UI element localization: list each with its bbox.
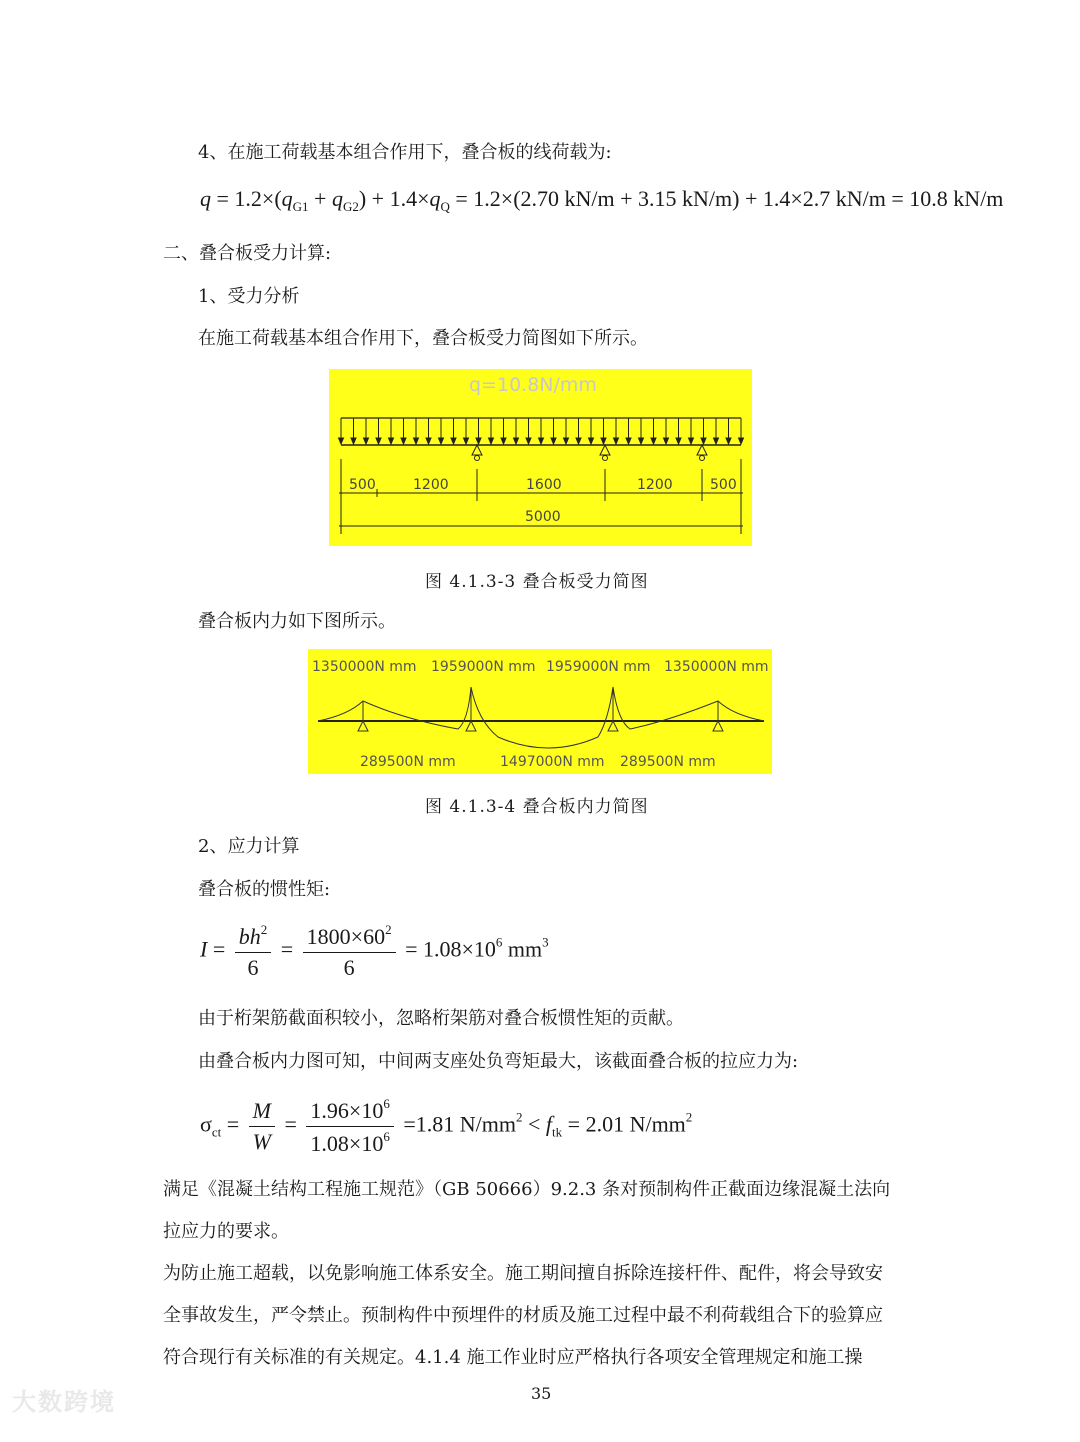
inertia-equation: I = $\frac{bh^2}{6}$ = $\frac{1800\times 60^2}{6}$ = $1.08\times 10^6$ $mm^3$ [200, 922, 549, 980]
load-diagram [329, 369, 752, 546]
inertia-label: 叠合板的惯性矩: [198, 879, 331, 900]
load-arrow-head [601, 438, 606, 444]
load-arrow-head [351, 438, 356, 444]
load-arrow-head [464, 438, 469, 444]
span-label: 500 [710, 477, 737, 493]
load-arrow-head [576, 438, 581, 444]
span-label: 1600 [526, 477, 562, 493]
page-number: 35 [531, 1384, 552, 1403]
note-moment: 由叠合板内力图可知，中间两支座处负弯矩最大，该截面叠合板的拉应力为: [198, 1051, 799, 1072]
conclusion-line-1: 满足《混凝土结构工程施工规范》（GB 50666）9.2.3 条对预制构件正截面边缘混凝土法向 [163, 1179, 891, 1200]
load-equation: $q = 1.2\times(q_{G1} + q_{G2}) + 1.4\times q_Q = 1.2\times(2.70$ kN/m + 3.15 kN/m) + 1.4×2.7 kN/m = 10.8 kN/m [200, 186, 1004, 214]
paragraph-line-1: 为防止施工超载，以免影响施工体系安全。施工期间擅自拆除连接杆件、配件，将会导致安 [163, 1263, 883, 1284]
load-arrow-head [364, 438, 369, 444]
load-arrow-head [551, 438, 556, 444]
section-4-heading: 4、在施工荷载基本组合作用下，叠合板的线荷载为: [198, 142, 612, 163]
span-label: 500 [349, 477, 376, 493]
conclusion-line-2: 拉应力的要求。 [163, 1221, 289, 1242]
load-arrow-head [451, 438, 456, 444]
load-arrow-head [676, 438, 681, 444]
load-arrow-head [476, 438, 481, 444]
moment-label-top: 1350000N mm [664, 659, 769, 675]
load-arrow-head [639, 438, 644, 444]
load-arrow-head [664, 438, 669, 444]
moment-supports [358, 721, 723, 731]
paragraph-line-3: 符合现行有关标准的有关规定。4.1.4 施工作业时应严格执行各项安全管理规定和施工操 [163, 1347, 863, 1368]
stress-equation: $\sigma_{ct}$ = $\frac{M}{W}$ = $\frac{1.96\times 10^6}{1.08\times 10^6}$ =1.81 $N/mm^2 < f_{tk} = 2.01$ $N/mm^2$ [200, 1096, 693, 1156]
load-arrow-head [651, 438, 656, 444]
watermark: 大数跨境 [12, 1388, 116, 1416]
moment-verticals [363, 687, 718, 721]
moment-label-bottom: 289500N mm [360, 754, 456, 770]
load-arrow-head [589, 438, 594, 444]
load-arrow-head [501, 438, 506, 444]
load-diagram-svg [329, 369, 752, 546]
load-arrow-head [714, 438, 719, 444]
moment-curve [318, 687, 764, 748]
load-label: q=10.8N/mm [469, 374, 597, 396]
load-arrow-head [489, 438, 494, 444]
moment-label-bottom: 289500N mm [620, 754, 716, 770]
stress-heading: 2、应力计算 [198, 836, 300, 857]
load-arrow-head [701, 438, 706, 444]
figure-2-caption: 图 4.1.3-4 叠合板内力简图 [425, 797, 649, 817]
load-arrow-head [626, 438, 631, 444]
load-arrow-head [614, 438, 619, 444]
load-arrow-head [739, 438, 744, 444]
load-arrow-head [376, 438, 381, 444]
figure-1-caption: 图 4.1.3-3 叠合板受力简图 [425, 572, 649, 592]
internal-force-intro: 叠合板内力如下图所示。 [198, 611, 396, 632]
load-arrow-head [526, 438, 531, 444]
subsection-1-heading: 1、受力分析 [198, 286, 300, 307]
section-2-heading: 二、叠合板受力计算: [163, 243, 332, 264]
load-arrow-head [726, 438, 731, 444]
moment-diagram-svg [308, 649, 772, 774]
load-arrow-head [414, 438, 419, 444]
span-label: 1200 [637, 477, 673, 493]
analysis-intro: 在施工荷载基本组合作用下，叠合板受力简图如下所示。 [198, 328, 648, 349]
load-arrow-head [564, 438, 569, 444]
load-arrow-head [401, 438, 406, 444]
moment-label-bottom: 1497000N mm [500, 754, 605, 770]
load-arrows [339, 418, 744, 444]
moment-label-top: 1959000N mm [431, 659, 536, 675]
moment-label-top: 1959000N mm [546, 659, 651, 675]
load-arrow-head [339, 438, 344, 444]
span-label: 1200 [413, 477, 449, 493]
load-arrow-head [389, 438, 394, 444]
note-truss: 由于桁架筋截面积较小，忽略桁架筋对叠合板惯性矩的贡献。 [198, 1008, 684, 1029]
load-arrow-head [539, 438, 544, 444]
total-length-label: 5000 [525, 509, 561, 525]
paragraph-line-2: 全事故发生，严令禁止。预制构件中预埋件的材质及施工过程中最不利荷载组合下的验算应 [163, 1305, 883, 1326]
load-arrow-head [689, 438, 694, 444]
load-arrow-head [426, 438, 431, 444]
load-arrow-head [514, 438, 519, 444]
load-arrow-head [439, 438, 444, 444]
supports [472, 445, 707, 461]
moment-diagram [308, 649, 772, 774]
moment-label-top: 1350000N mm [312, 659, 417, 675]
